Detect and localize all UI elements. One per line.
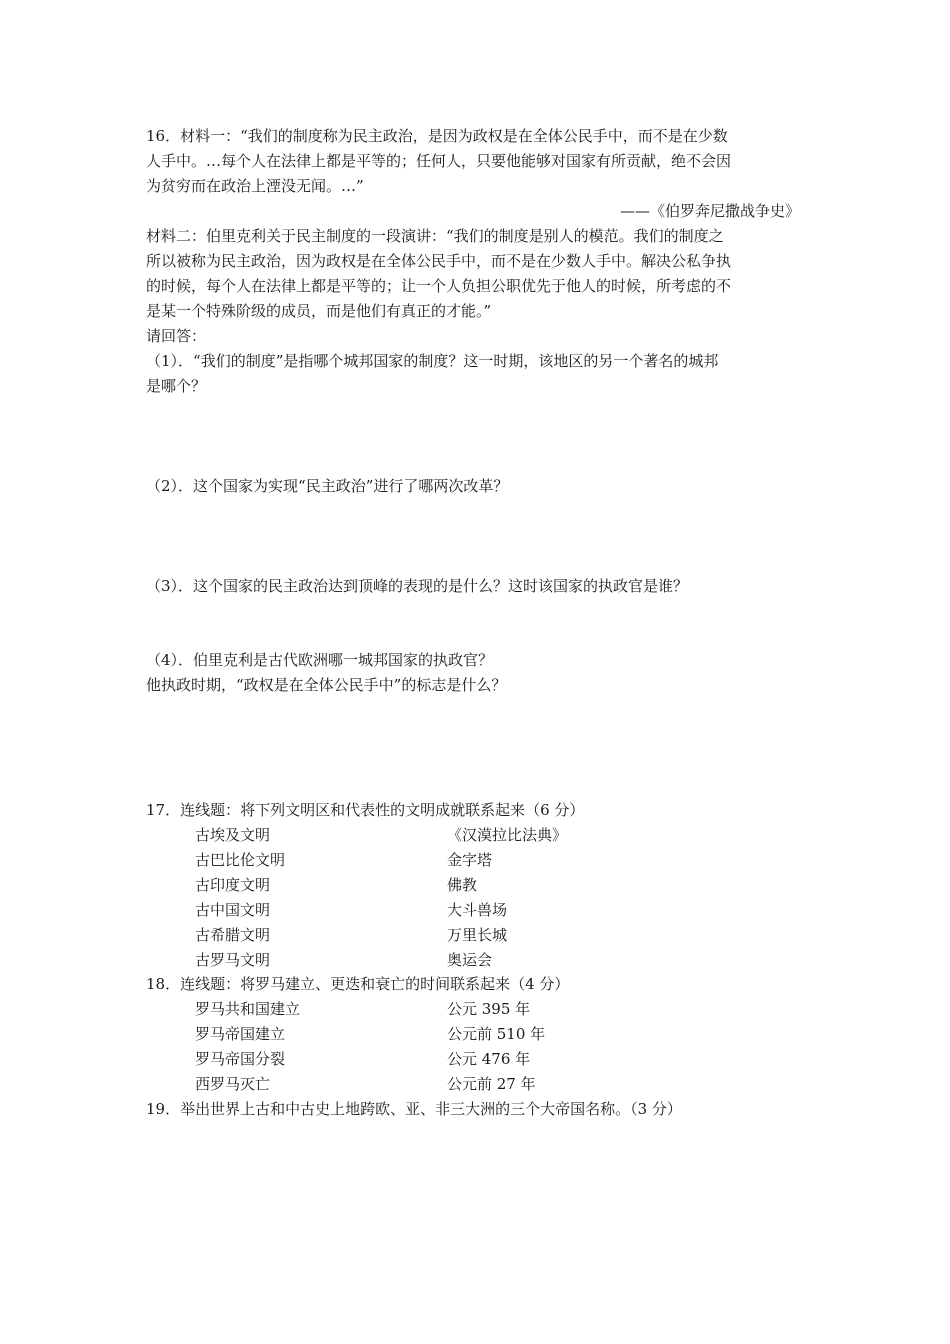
q16-material2-line-3: 的时候，每个人在法律上都是平等的；让一个人负担公职优先于他人的时候，所考虑的不: [146, 277, 732, 295]
q16-material2-line-4: 是某一个特殊阶级的成员，而是他们有真正的才能。”: [146, 302, 492, 320]
q16-sub4-line-2: 他执政时期，“政权是在全体公民手中”的标志是什么？: [146, 676, 507, 694]
q17-right-item: 金字塔: [447, 851, 493, 869]
q17-left-item: 古罗马文明: [195, 951, 271, 969]
q16-material2-line-2: 所以被称为民主政治，因为政权是在全体公民手中，而不是在少数人手中。解决公私争执: [146, 252, 732, 270]
q16-sub1-line-1: （1）．“我们的制度”是指哪个城邦国家的制度？这一时期，该地区的另一个著名的城邦: [146, 352, 719, 370]
q16-material1-line-3: 为贫穷而在政治上湮没无闻。…”: [146, 177, 364, 195]
q19-title: 19．举出世界上古和中古史上地跨欧、亚、非三大洲的三个大帝国名称。（3 分）: [146, 1100, 682, 1118]
q17-right-item: 大斗兽场: [447, 901, 508, 919]
q16-material2-line-1: 材料二：伯里克利关于民主制度的一段演讲：“我们的制度是别人的模范。我们的制度之: [146, 227, 724, 245]
q18-left-item: 罗马帝国建立: [195, 1025, 286, 1043]
q17-left-item: 古印度文明: [195, 876, 271, 894]
q18-title: 18．连线题：将罗马建立、更迭和衰亡的时间联系起来（4 分）: [146, 975, 570, 993]
q18-left-item: 罗马帝国分裂: [195, 1050, 286, 1068]
q16-sub4-line-1: （4）．伯里克利是古代欧洲哪一城邦国家的执政官？: [146, 651, 494, 669]
q18-right-item: 公元 476 年: [447, 1050, 531, 1068]
q17-left-item: 古埃及文明: [195, 826, 271, 844]
q18-right-item: 公元前 27 年: [447, 1075, 536, 1093]
q17-right-item: 《汉漠拉比法典》: [447, 826, 568, 844]
q16-source: ——《伯罗奔尼撒战争史》: [619, 202, 800, 220]
q18-left-item: 罗马共和国建立: [195, 1000, 301, 1018]
q16-prompt: 请回答：: [146, 327, 207, 345]
q16-sub3: （3）．这个国家的民主政治达到顶峰的表现的是什么？这时该国家的执政官是谁？: [146, 577, 689, 595]
q17-right-item: 佛教: [447, 876, 478, 894]
q17-title: 17．连线题：将下列文明区和代表性的文明成就联系起来（6 分）: [146, 801, 585, 819]
q17-right-item: 奥运会: [447, 951, 493, 969]
q18-right-item: 公元 395 年: [447, 1000, 531, 1018]
q16-sub1-line-2: 是哪个？: [146, 377, 207, 395]
q17-left-item: 古希腊文明: [195, 926, 271, 944]
q16-material1-line-2: 人手中。…每个人在法律上都是平等的；任何人，只要他能够对国家有所贡献，绝不会因: [146, 152, 732, 170]
q16-sub2: （2）．这个国家为实现“民主政治”进行了哪两次改革？: [146, 477, 509, 495]
q18-left-item: 西罗马灭亡: [195, 1075, 271, 1093]
q18-right-item: 公元前 510 年: [447, 1025, 546, 1043]
q17-right-item: 万里长城: [447, 926, 508, 944]
q17-left-item: 古中国文明: [195, 901, 271, 919]
q17-left-item: 古巴比伦文明: [195, 851, 286, 869]
q16-material1-line-1: 16．材料一：“我们的制度称为民主政治，是因为政权是在全体公民手中，而不是在少数: [146, 127, 728, 145]
